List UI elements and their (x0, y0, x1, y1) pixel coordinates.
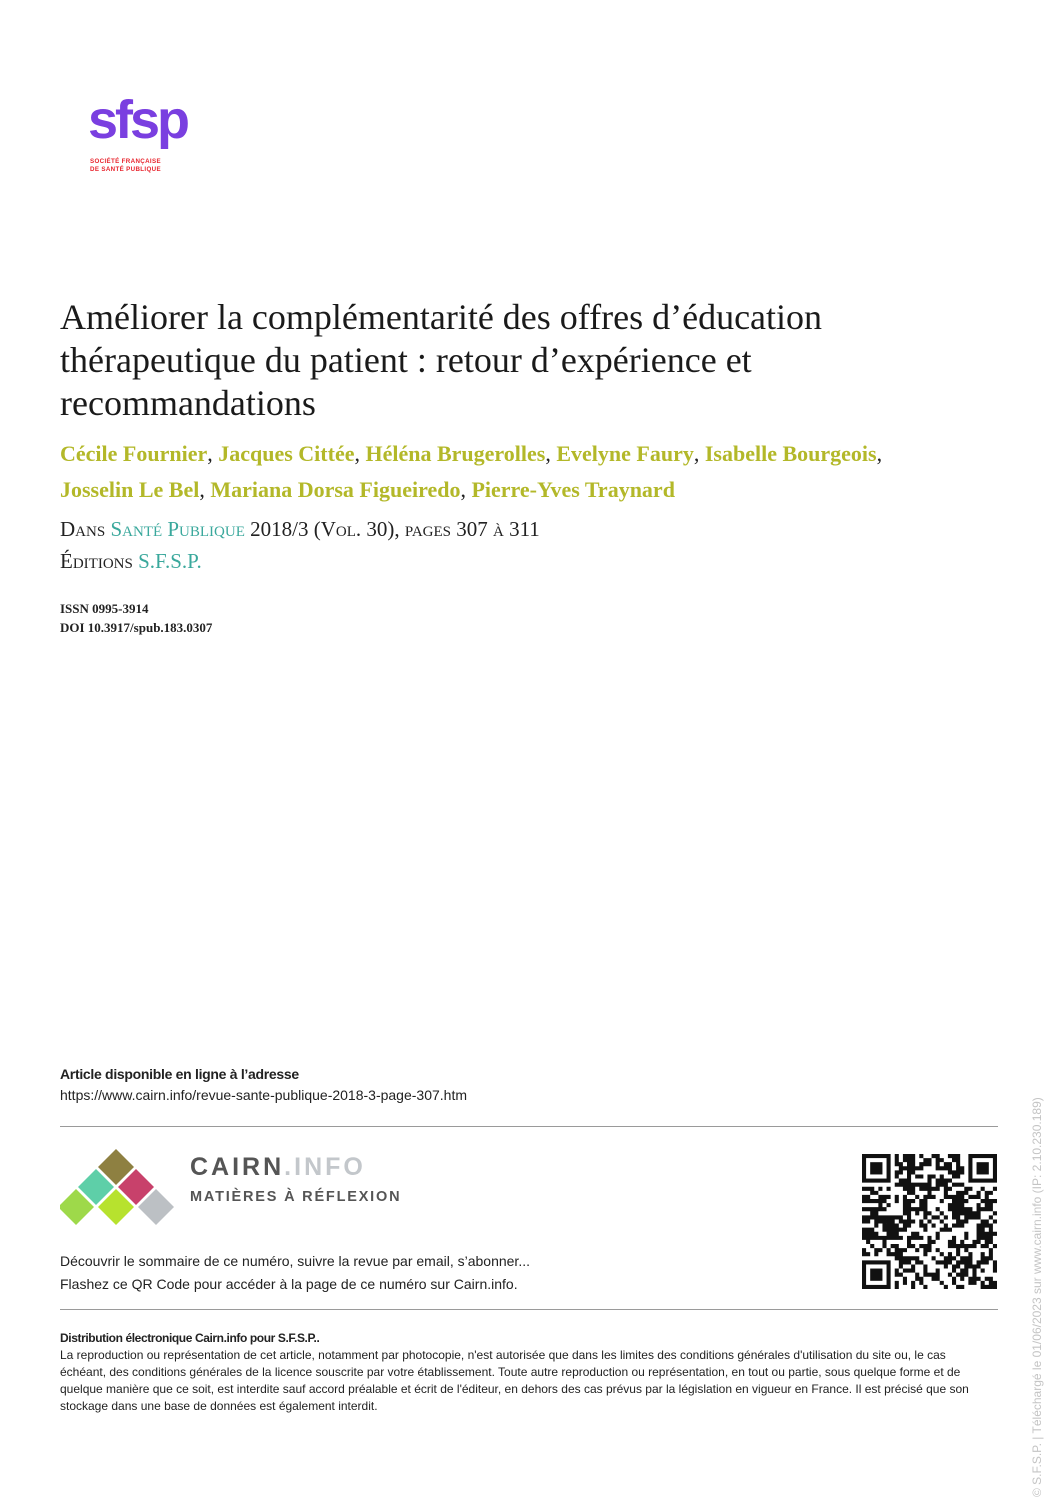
author-separator: , (876, 441, 883, 466)
cairn-tagline: MATIÈRES À RÉFLEXION (190, 1189, 402, 1205)
author-separator: , (460, 477, 466, 502)
cairn-name-ext: .INFO (284, 1153, 366, 1181)
publisher-subtitle-2: DE SANTÉ PUBLIQUE (90, 165, 161, 173)
dans-label: Dans (60, 517, 106, 541)
cairn-name-main: CAIRN (190, 1153, 285, 1181)
cairn-line-2: Flashez ce QR Code pour accéder à la page de ce numéro sur Cairn.info. (60, 1276, 518, 1292)
author-link[interactable]: Pierre-Yves Traynard (471, 477, 675, 502)
qr-code-icon[interactable] (862, 1154, 997, 1289)
author-separator: , (545, 441, 551, 466)
publisher-logo (88, 96, 218, 173)
author-link[interactable]: Evelyne Faury (556, 441, 694, 466)
publisher-subtitle-1: SOCIÉTÉ FRANÇAISE (90, 158, 161, 165)
cairn-description (60, 1250, 530, 1296)
author-separator: , (354, 441, 360, 466)
page-range: , pages 307 à 311 (394, 517, 540, 541)
availability (60, 1064, 467, 1106)
author-link[interactable]: Isabelle Bourgeois (704, 441, 877, 466)
volume-number: (Vol. 30) (313, 517, 395, 541)
editions-label: Éditions (60, 549, 133, 573)
author-link[interactable]: Héléna Brugerolles (365, 441, 546, 466)
author-separator: , (199, 477, 205, 502)
journal-line (60, 513, 540, 545)
article-url[interactable]: https://www.cairn.info/revue-sante-publique-2018-3-page-307.htm (60, 1087, 468, 1103)
svg-text:sfsp: sfsp (88, 96, 188, 150)
distribution-notice (60, 1330, 985, 1415)
author-separator: , (693, 441, 700, 466)
distribution-text: La reproduction ou représentation de cet article, notamment par photocopie, n'est autorisée que dans les limites des conditions générales d'utilisation du site ou, le cas échéant, des conditions générales de la licence souscrite par votre établissement. Toute autre reproduction ou représentation, en tout ou partie, sous quelque forme et de quelque manière que ce soit, est interdite sauf accord préalable et écrit de l'éditeur, en dehors des cas prévus par la législation en vigueur en France. Il est précisé que son stockage dans une base de données est également interdit. (60, 1348, 969, 1413)
journal-link[interactable]: Santé Publique (110, 517, 245, 541)
source-info (60, 513, 540, 577)
issn: ISSN 0995-3914 (60, 601, 149, 616)
sfsp-wordmark (88, 96, 200, 158)
cairn-wordmark (190, 1153, 366, 1182)
divider (60, 1126, 998, 1127)
author-link[interactable]: Cécile Fournier (60, 441, 208, 466)
author-link[interactable]: Mariana Dorsa Figueiredo (210, 477, 461, 502)
identifiers (60, 599, 212, 637)
distribution-heading: Distribution électronique Cairn.info pour S.F.S.P.. (60, 1331, 320, 1345)
cairn-line-1: Découvrir le sommaire de ce numéro, suivre la revue par email, s’abonner... (60, 1253, 530, 1269)
divider (60, 1309, 998, 1310)
author-link[interactable]: Jacques Cittée (218, 441, 355, 466)
author-list (60, 436, 1000, 508)
author-link[interactable]: Josselin Le Bel (60, 477, 200, 502)
author-separator: , (207, 441, 213, 466)
doi: DOI 10.3917/spub.183.0307 (60, 620, 213, 635)
issue-number: 2018/3 (250, 517, 309, 541)
article-title: Améliorer la complémentarité des offres d’éducation thérapeutique du patient : retour d’expérience et recommandations (60, 297, 823, 423)
availability-label: Article disponible en ligne à l’adresse (60, 1066, 299, 1082)
publisher-link[interactable]: S.F.S.P. (138, 549, 202, 573)
editions-line (60, 545, 540, 577)
download-watermark: © S.F.S.P. | Téléchargé le 01/06/2023 sur www.cairn.info (IP: 2.10.230.189) (1030, 1097, 1044, 1497)
